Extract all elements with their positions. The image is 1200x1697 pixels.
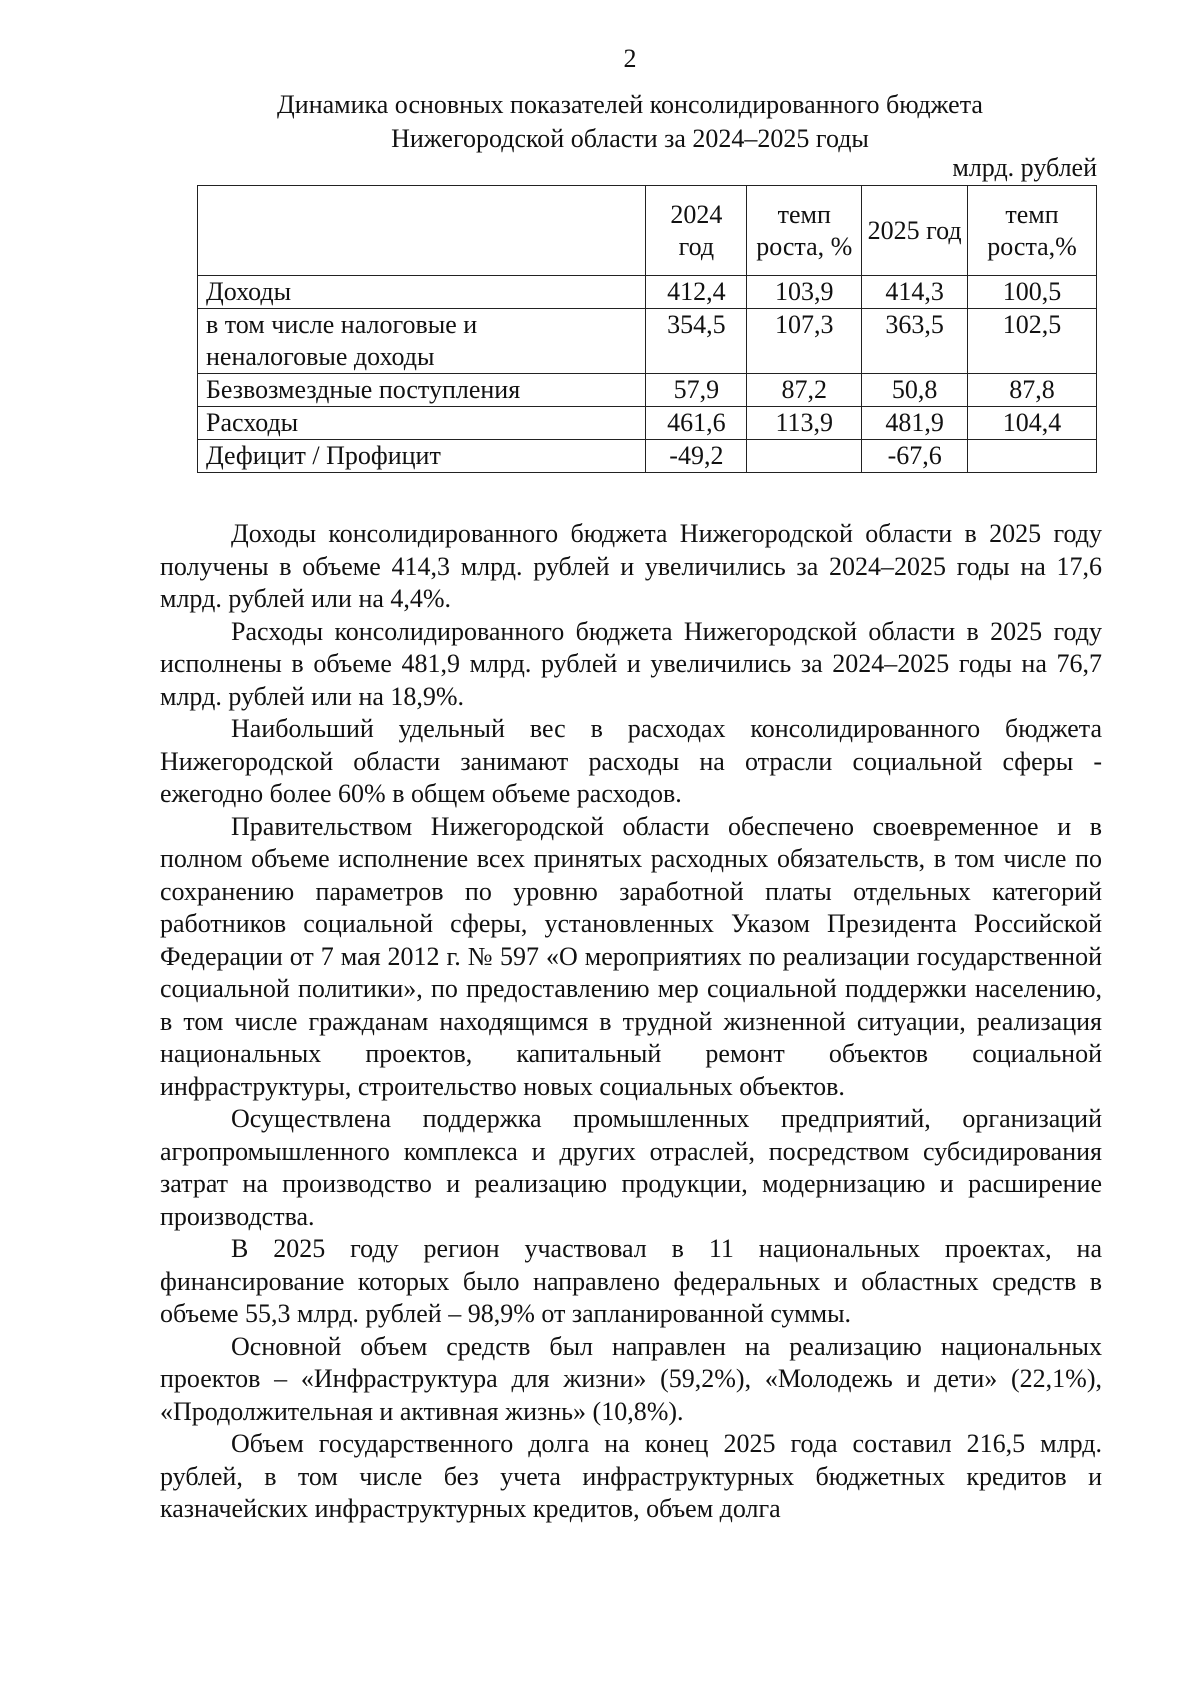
header-cell: темп роста, % xyxy=(747,186,862,276)
table-cell: 50,8 xyxy=(862,374,968,407)
table-cell: 363,5 xyxy=(862,309,968,374)
title-line-2: Нижегородской области за 2024–2025 годы xyxy=(391,124,869,153)
table-cell xyxy=(747,440,862,473)
table-row xyxy=(198,309,1097,374)
paragraph: Доходы консолидированного бюджета Нижегородской области в 2025 году получены в объеме 414,3 млрд. рублей и увеличились за 2024–2025 годы на 17,6 млрд. рублей или на 4,4%. xyxy=(160,519,1102,613)
table-cell: -67,6 xyxy=(862,440,968,473)
table-header-row xyxy=(198,186,1097,276)
table-cell: 103,9 xyxy=(747,276,862,309)
header-cell: 2025 год xyxy=(862,186,968,276)
table-cell: -49,2 xyxy=(646,440,747,473)
table-cell: 57,9 xyxy=(646,374,747,407)
table-cell: 412,4 xyxy=(646,276,747,309)
table-cell: 107,3 xyxy=(747,309,862,374)
units-label: млрд. рублей xyxy=(952,153,1097,182)
table-cell: 100,5 xyxy=(968,276,1097,309)
row-label: Расходы xyxy=(198,407,646,440)
document-title xyxy=(0,88,1200,156)
paragraph: Правительством Нижегородской области обеспечено своевременное и в полном объеме исполнение всех принятых расходных обязательств, в том числе по сохранению параметров по уровню заработной платы отдельных категорий работников социальной сферы, установленных Указом Президента Российской Федерации от 7 мая 2012 г. № 597 «О мероприятиях по реализации государственной социальной политики», по предоставлению мер социальной поддержки населению, в том числе гражданам находящимся в трудной жизненной ситуации, реализация национальных проектов, капитальный ремонт объектов социальной инфраструктуры, строительство новых социальных объектов. xyxy=(160,811,1102,1101)
paragraph: Осуществлена поддержка промышленных предприятий, организаций агропромышленного комплекса и других отраслей, посредством субсидирования затрат на производство и реализацию продукции, модернизацию и расширение производства. xyxy=(160,1104,1102,1231)
table-cell: 461,6 xyxy=(646,407,747,440)
paragraph: Основной объем средств был направлен на реализацию национальных проектов – «Инфраструктура для жизни» (59,2%), «Молодежь и дети» (22,1%), «Продолжительная и активная жизнь» (10,8%). xyxy=(160,1331,1102,1426)
budget-table xyxy=(197,185,1097,473)
page-number: 2 xyxy=(623,44,637,73)
table-row xyxy=(198,374,1097,407)
table-row xyxy=(198,407,1097,440)
table-cell: 87,8 xyxy=(968,374,1097,407)
body-text xyxy=(160,518,1102,1526)
table-cell: 102,5 xyxy=(968,309,1097,374)
table-cell: 481,9 xyxy=(862,407,968,440)
header-cell: 2024 год xyxy=(646,186,747,276)
table-cell: 354,5 xyxy=(646,309,747,374)
table-row xyxy=(198,276,1097,309)
row-label: Доходы xyxy=(198,276,646,309)
row-label: Безвозмездные поступления xyxy=(198,374,646,407)
table-row xyxy=(198,440,1097,473)
paragraph: В 2025 году регион участвовал в 11 национальных проектах, на финансирование которых было направлено федеральных и областных средств в объеме 55,3 млрд. рублей – 98,9% от запланированной суммы. xyxy=(160,1234,1102,1328)
table-cell: 414,3 xyxy=(862,276,968,309)
title-line-1: Динамика основных показателей консолидированного бюджета xyxy=(277,90,983,119)
paragraph: Расходы консолидированного бюджета Нижегородской области в 2025 году исполнены в объеме 481,9 млрд. рублей и увеличились за 2024–2025 годы на 76,7 млрд. рублей или на 18,9%. xyxy=(160,616,1102,711)
table-cell: 104,4 xyxy=(968,407,1097,440)
row-label: Дефицит / Профицит xyxy=(198,440,646,473)
table-cell: 87,2 xyxy=(747,374,862,407)
paragraph: Объем государственного долга на конец 2025 года составил 216,5 млрд. рублей, в том числе без учета инфраструктурных бюджетных кредитов и казначейских инфраструктурных кредитов, объем долга xyxy=(160,1429,1102,1523)
paragraph: Наибольший удельный вес в расходах консолидированного бюджета Нижегородской области занимают расходы на отрасли социальной сферы - ежегодно более 60% в общем объеме расходов. xyxy=(160,714,1102,808)
header-cell xyxy=(198,186,646,276)
table-cell: 113,9 xyxy=(747,407,862,440)
header-cell: темп роста,% xyxy=(968,186,1097,276)
row-label: в том числе налоговые и неналоговые доходы xyxy=(198,309,646,374)
table-cell xyxy=(968,440,1097,473)
